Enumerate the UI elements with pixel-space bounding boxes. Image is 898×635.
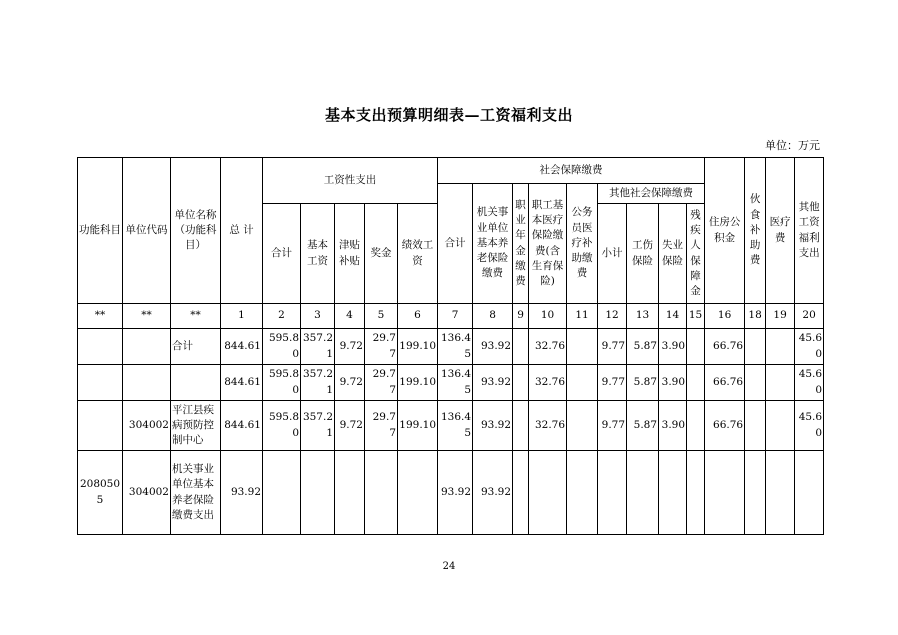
cell-value: 3.90	[659, 401, 687, 451]
cell-value	[766, 401, 795, 451]
table-row	[78, 401, 824, 451]
index-cell: 10	[529, 304, 567, 329]
header-other-social-group: 其他社会保障缴费	[598, 184, 705, 204]
cell-value	[567, 451, 598, 535]
cell-value: 199.10	[398, 329, 438, 365]
cell-value: 9.77	[598, 329, 627, 365]
header-annuity: 职业年金缴费	[513, 184, 529, 304]
index-cell: **	[171, 304, 221, 329]
header-social-sum: 合计	[438, 184, 473, 304]
cell-value: 9.72	[335, 365, 365, 401]
header-function-subject: 功能科目	[78, 158, 123, 304]
unit-label: 单位：万元	[765, 139, 820, 152]
index-cell: 16	[705, 304, 745, 329]
cell-value: 3.90	[659, 365, 687, 401]
cell-function-subject	[78, 401, 123, 451]
cell-value: 32.76	[529, 365, 567, 401]
index-cell: 20	[795, 304, 824, 329]
cell-value: 66.76	[705, 365, 745, 401]
cell-value: 5.87	[627, 401, 659, 451]
cell-value: 93.92	[438, 451, 473, 535]
header-unemployment: 失业保险	[659, 204, 687, 304]
cell-value	[745, 365, 766, 401]
index-cell: 5	[365, 304, 398, 329]
cell-value	[745, 329, 766, 365]
cell-unit-name	[171, 365, 221, 401]
cell-value: 45.60	[795, 401, 824, 451]
header-bonus: 奖金	[365, 204, 398, 304]
cell-value	[705, 451, 745, 535]
header-medical-fee: 医疗费	[766, 158, 795, 304]
cell-value: 595.80	[263, 365, 301, 401]
header-pension: 机关事业单位基本养老保险缴费	[473, 184, 513, 304]
cell-value: 9.72	[335, 401, 365, 451]
header-civil-medical: 公务员医疗补助缴费	[567, 184, 598, 304]
cell-value: 595.80	[263, 401, 301, 451]
cell-value	[335, 451, 365, 535]
index-cell: 18	[745, 304, 766, 329]
cell-value	[766, 329, 795, 365]
cell-value: 9.77	[598, 365, 627, 401]
cell-unit-code	[123, 365, 171, 401]
cell-value: 93.92	[473, 329, 513, 365]
cell-value: 45.60	[795, 329, 824, 365]
index-cell: **	[78, 304, 123, 329]
header-unit-name: 单位名称（功能科目）	[171, 158, 221, 304]
cell-value	[766, 365, 795, 401]
cell-value: 136.45	[438, 401, 473, 451]
cell-function-subject	[78, 365, 123, 401]
cell-value	[529, 451, 567, 535]
cell-unit-name: 合计	[171, 329, 221, 365]
index-cell: 9	[513, 304, 529, 329]
cell-unit-code: 304002	[123, 451, 171, 535]
index-cell: 19	[766, 304, 795, 329]
cell-function-subject	[78, 329, 123, 365]
cell-value	[795, 451, 824, 535]
table-row	[78, 451, 824, 535]
header-social-group: 社会保障缴费	[438, 158, 705, 184]
cell-value	[513, 451, 529, 535]
cell-value	[687, 401, 705, 451]
cell-value: 32.76	[529, 401, 567, 451]
index-cell: 3	[301, 304, 335, 329]
index-cell: 11	[567, 304, 598, 329]
cell-value: 595.80	[263, 329, 301, 365]
index-cell: 13	[627, 304, 659, 329]
cell-value	[263, 451, 301, 535]
header-allowance: 津贴补贴	[335, 204, 365, 304]
cell-value: 199.10	[398, 365, 438, 401]
index-cell: 4	[335, 304, 365, 329]
cell-value: 29.77	[365, 329, 398, 365]
cell-value: 29.77	[365, 401, 398, 451]
header-injury: 工伤保险	[627, 204, 659, 304]
cell-value	[513, 401, 529, 451]
cell-value: 93.92	[221, 451, 263, 535]
page-number: 24	[442, 561, 456, 572]
cell-unit-code	[123, 329, 171, 365]
cell-value	[365, 451, 398, 535]
cell-value	[598, 451, 627, 535]
cell-unit-name: 机关事业单位基本养老保险缴费支出	[171, 451, 221, 535]
header-meal: 伙食补助费	[745, 158, 766, 304]
budget-table	[77, 157, 824, 535]
cell-value	[659, 451, 687, 535]
index-cell: 15	[687, 304, 705, 329]
cell-value: 844.61	[221, 329, 263, 365]
cell-value: 9.72	[335, 329, 365, 365]
cell-value: 45.60	[795, 365, 824, 401]
index-cell: 2	[263, 304, 301, 329]
cell-value: 199.10	[398, 401, 438, 451]
header-disability: 残疾人保障金	[687, 204, 705, 304]
header-unit-code: 单位代码	[123, 158, 171, 304]
cell-value	[567, 329, 598, 365]
cell-value: 136.45	[438, 329, 473, 365]
cell-value	[301, 451, 335, 535]
index-cell: 7	[438, 304, 473, 329]
index-cell: **	[123, 304, 171, 329]
header-housing: 住房公积金	[705, 158, 745, 304]
header-total: 总 计	[221, 158, 263, 304]
index-cell: 8	[473, 304, 513, 329]
cell-value	[687, 365, 705, 401]
cell-value: 5.87	[627, 329, 659, 365]
cell-value: 66.76	[705, 401, 745, 451]
cell-value	[567, 365, 598, 401]
table-row	[78, 365, 824, 401]
header-other-sum: 小计	[598, 204, 627, 304]
cell-value: 93.92	[473, 451, 513, 535]
index-cell: 12	[598, 304, 627, 329]
cell-value	[687, 329, 705, 365]
header-merit-pay: 绩效工资	[398, 204, 438, 304]
header-other-welfare: 其他工资福利支出	[795, 158, 824, 304]
cell-value: 93.92	[473, 401, 513, 451]
cell-value: 5.87	[627, 365, 659, 401]
table-row	[78, 329, 824, 365]
cell-value: 844.61	[221, 401, 263, 451]
cell-value	[745, 451, 766, 535]
cell-value	[513, 329, 529, 365]
index-cell: 1	[221, 304, 263, 329]
cell-function-subject: 2080505	[78, 451, 123, 535]
cell-value: 844.61	[221, 365, 263, 401]
cell-value: 93.92	[473, 365, 513, 401]
cell-value: 29.77	[365, 365, 398, 401]
cell-value	[627, 451, 659, 535]
cell-unit-name: 平江县疾病预防控制中心	[171, 401, 221, 451]
header-basic-wage: 基本工资	[301, 204, 335, 304]
header-wage-sum: 合计	[263, 204, 301, 304]
cell-value	[398, 451, 438, 535]
cell-value: 136.45	[438, 365, 473, 401]
cell-value: 9.77	[598, 401, 627, 451]
cell-value	[766, 451, 795, 535]
cell-value: 357.21	[301, 401, 335, 451]
cell-unit-code: 304002	[123, 401, 171, 451]
cell-value: 3.90	[659, 329, 687, 365]
page-title: 基本支出预算明细表—工资福利支出	[324, 106, 573, 124]
index-cell: 14	[659, 304, 687, 329]
cell-value: 357.21	[301, 365, 335, 401]
index-cell: 6	[398, 304, 438, 329]
header-wage-group: 工资性支出	[263, 158, 438, 204]
cell-value	[513, 365, 529, 401]
cell-value	[745, 401, 766, 451]
cell-value: 357.21	[301, 329, 335, 365]
cell-value: 32.76	[529, 329, 567, 365]
cell-value	[687, 451, 705, 535]
header-medical: 职工基本医疗保险缴费(含生育保险)	[529, 184, 567, 304]
cell-value	[567, 401, 598, 451]
cell-value: 66.76	[705, 329, 745, 365]
